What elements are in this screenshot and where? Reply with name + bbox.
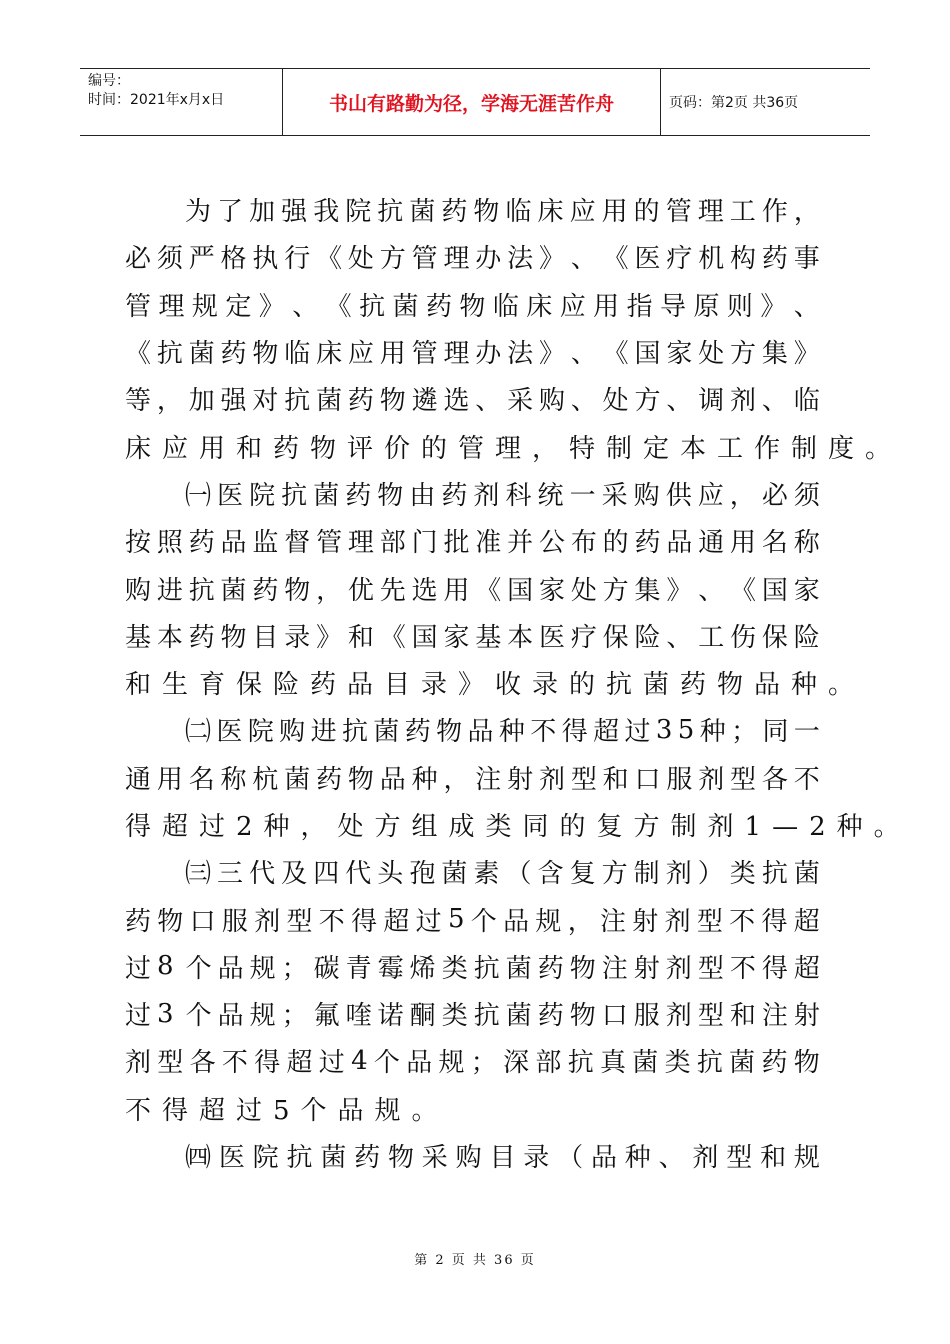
body-line: 和生育保险药品目录》收录的抗菌药物品种。: [125, 670, 866, 701]
body-line: 床应用和药物评价的管理，特制定本工作制度。: [125, 433, 903, 464]
body-line: ㈢ 三 代 及 四 代 头 孢 菌 素 （ 含 复 方 制 剂 ） 类 抗 菌: [185, 859, 820, 890]
body-line: ㈣ 医 院 抗 菌 药 物 采 购 目 录 （ 品 种 、 剂 型 和 规: [185, 1143, 820, 1174]
body-line: 不得超过5个品规。: [125, 1095, 449, 1126]
page-footer: 第 2 页 共 36 页: [414, 1253, 536, 1268]
body-line: 等 ， 加 强 对 抗 菌 药 物 遴 选 、 采 购 、 处 方 、 调 剂 、 临: [125, 386, 820, 417]
number-label: 编号：: [88, 73, 130, 89]
body-line: 管 理 规 定 》 、 《 抗 菌 药 物 临 床 应 用 指 导 原 则 》 、: [125, 291, 820, 322]
body-line: 药 物 口 服 剂 型 不 得 超 过 5 个 品 规 ， 注 射 剂 型 不 得 超: [125, 904, 820, 937]
body-line: ㈠ 医 院 抗 菌 药 物 由 药 剂 科 统 一 采 购 供 应 ， 必 须: [185, 480, 820, 511]
body-line: 为 了 加 强 我 院 抗 菌 药 物 临 床 应 用 的 管 理 工 作 ，: [185, 197, 820, 228]
body-line: 购 进 抗 菌 药 物 ， 优 先 选 用 《 国 家 处 方 集 》 、 《 国 家: [125, 575, 820, 606]
date-label: 时间：2021年x月x日: [88, 92, 225, 108]
page-header: [80, 68, 870, 136]
body-line: 通 用 名 称 杭 菌 药 物 品 种 ， 注 射 剂 型 和 口 服 剂 型 各 不: [125, 764, 820, 795]
document-body: [125, 186, 911, 1179]
body-line: 过 3 个 品 规 ； 氟 喹 诺 酮 类 抗 菌 药 物 口 服 剂 型 和 注 射: [125, 998, 820, 1032]
body-line: 必 须 严 格 执 行 《 处 方 管 理 办 法 》 、 《 医 疗 机 构 药 事: [125, 244, 820, 275]
body-line: 基 本 药 物 目 录 》 和 《 国 家 基 本 医 疗 保 险 、 工 伤 保 险: [125, 622, 820, 653]
body-line: 过 8 个 品 规 ； 碳 青 霉 烯 类 抗 菌 药 物 注 射 剂 型 不 得 超: [125, 951, 820, 984]
body-line: 按 照 药 品 监 督 管 理 部 门 批 准 并 公 布 的 药 品 通 用 名 称: [125, 528, 820, 559]
header-motto: 书山有路勤为径，学海无涯苦作舟: [283, 69, 661, 135]
body-line: 剂 型 各 不 得 超 过 4 个 品 规 ； 深 部 抗 真 菌 类 抗 菌 药 物: [125, 1045, 820, 1079]
body-line: 《 抗 菌 药 物 临 床 应 用 管 理 办 法 》 、 《 国 家 处 方 集 》: [125, 339, 820, 370]
body-line: 得超过2种，处方组成类同的复方制剂1—2种。: [125, 812, 911, 842]
body-line: ㈡ 医 院 购 进 抗 菌 药 物 品 种 不 得 超 过 3 5 种 ； 同 一: [185, 714, 820, 748]
header-page-info: 页码：第2页 共36页: [669, 95, 799, 111]
header-meta: [80, 69, 283, 135]
